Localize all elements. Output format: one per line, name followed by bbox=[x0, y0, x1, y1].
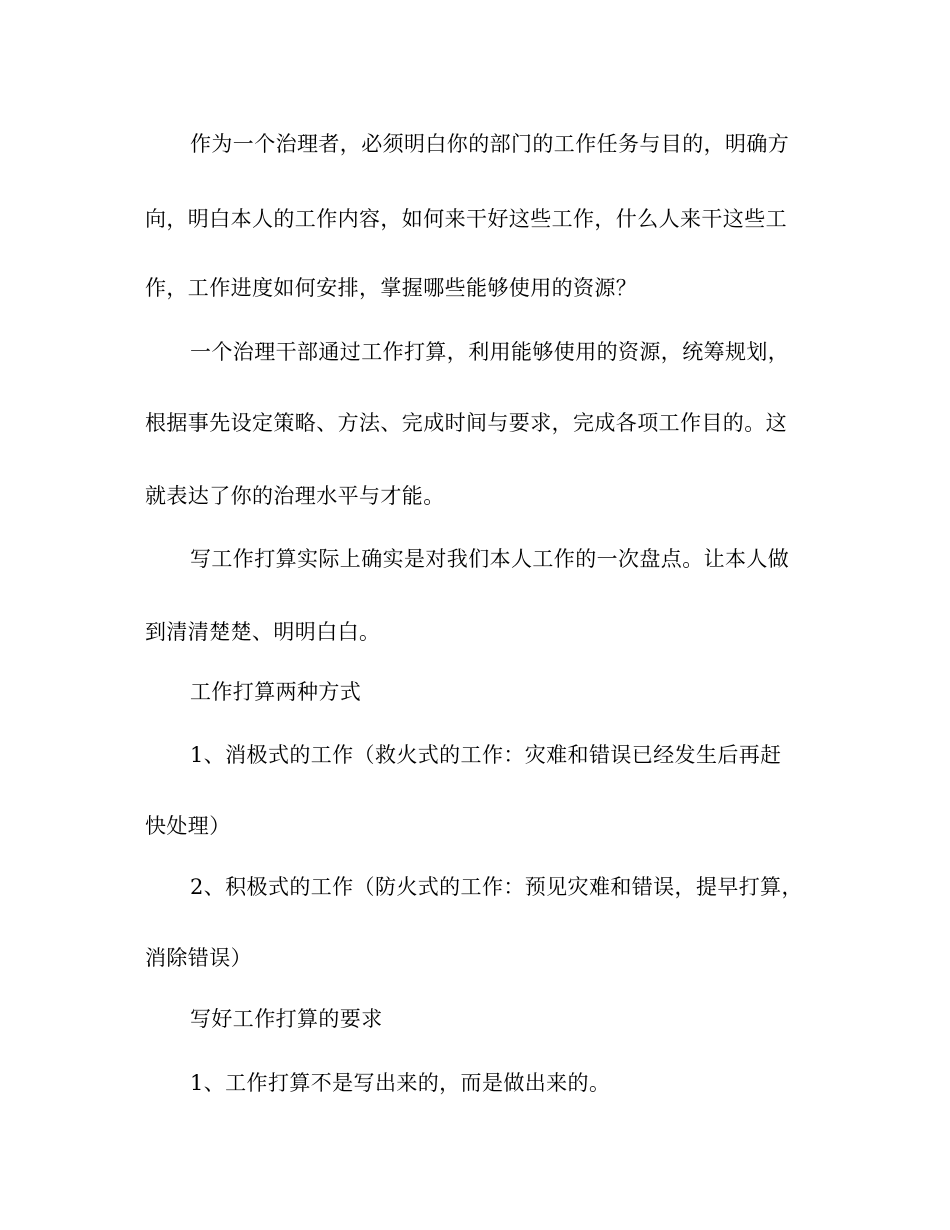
paragraph-3-line-1: 写工作打算实际上确实是对我们本人工作的一次盘点。让本人做 bbox=[190, 547, 790, 571]
paragraph-2-line-1: 一个治理干部通过工作打算，利用能够使用的资源，统筹规划， bbox=[190, 340, 790, 364]
section-heading-requirements: 写好工作打算的要求 bbox=[190, 1007, 383, 1031]
paragraph-2-line-3: 就表达了你的治理水平与才能。 bbox=[145, 484, 445, 508]
paragraph-2-line-2: 根据事先设定策略、方法、完成时间与要求，完成各项工作目的。这 bbox=[145, 411, 787, 435]
list-item-1-line-2: 快处理） bbox=[145, 814, 231, 838]
paragraph-1-line-2: 向，明白本人的工作内容，如何来干好这些工作，什么人来干这些工 bbox=[145, 207, 787, 231]
paragraph-3-line-2: 到清清楚楚、明明白白。 bbox=[145, 620, 381, 644]
paragraph-1-line-1: 作为一个治理者，必须明白你的部门的工作任务与目的，明确方 bbox=[190, 132, 790, 156]
section-heading-two-methods: 工作打算两种方式 bbox=[190, 680, 362, 704]
list-item-2-line-1: 2、积极式的工作（防火式的工作：预见灾难和错误，提早打算， bbox=[190, 875, 803, 899]
paragraph-1-line-3: 作，工作进度如何安排，掌握哪些能够使用的资源？ bbox=[145, 276, 638, 300]
requirement-item-1: 1、工作打算不是写出来的，而是做出来的。 bbox=[190, 1071, 611, 1095]
list-item-1-line-1: 1、消极式的工作（救火式的工作：灾难和错误已经发生后再赶 bbox=[190, 743, 782, 767]
list-item-2-line-2: 消除错误） bbox=[145, 946, 252, 970]
